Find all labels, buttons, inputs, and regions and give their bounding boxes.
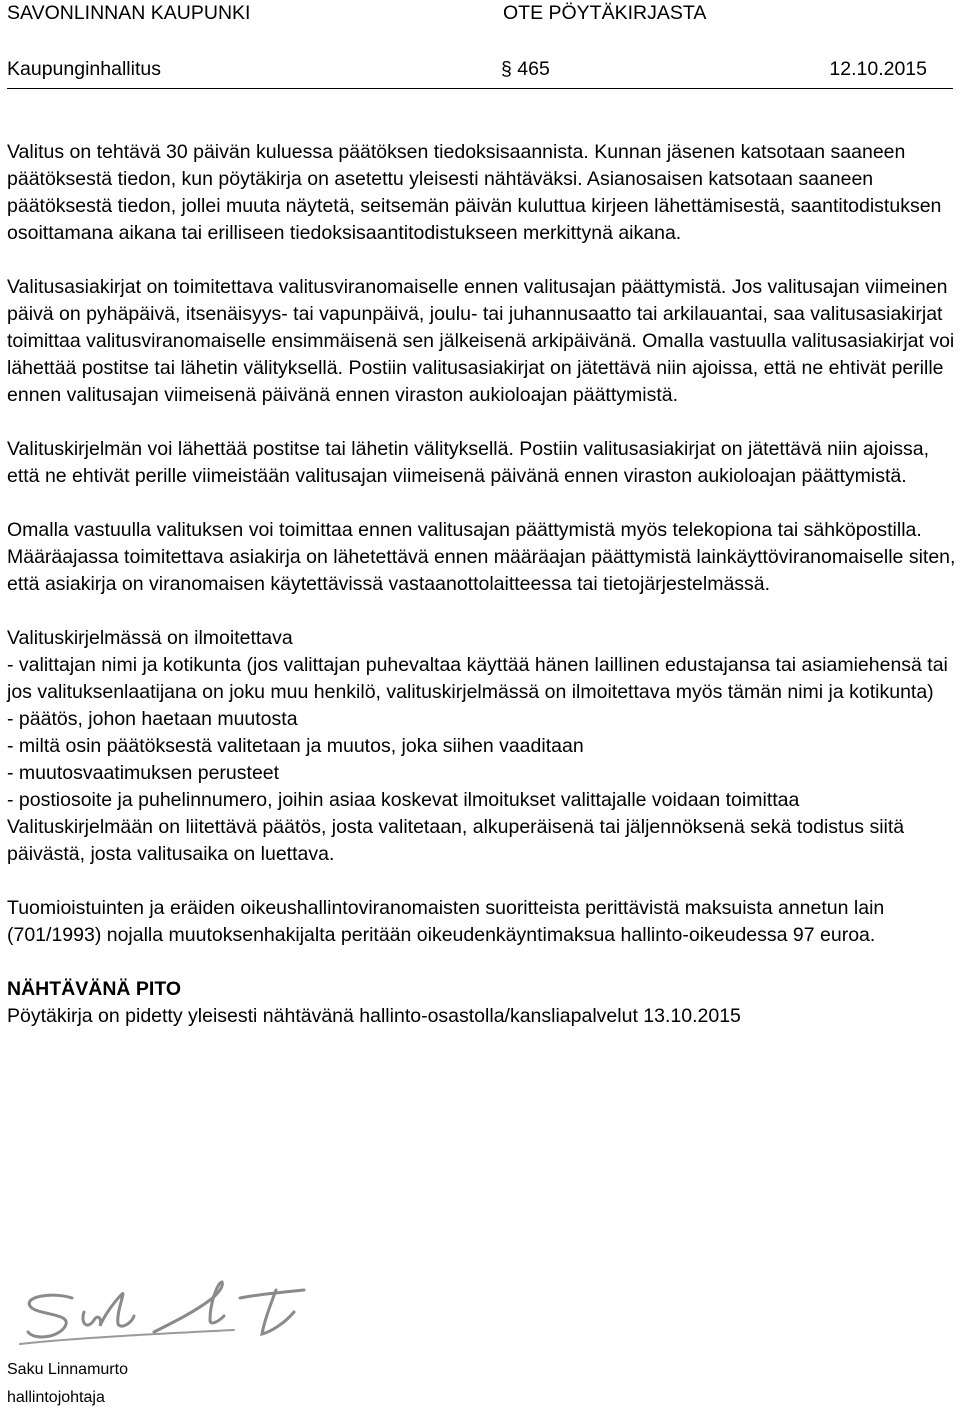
governing-body: Kaupunginhallitus [7,58,161,80]
document-type: OTE PÖYTÄKIRJASTA [503,2,707,24]
paragraph-submission: Valitusasiakirjat on toimitettava valitusviranomaiselle ennen valitusajan päättymistä. Jos valitusajan viimeinen päivä on pyhäpäivä, itsenäisyys- tai vapunpäivä, joulu- tai juhannusaatto tai arkilauantai, saa valitusasiakirjat toimittaa valitusviranomaiselle ensimmäisenä sen jälkeisenä arkipäivänä. Omalla vastuulla valitusasiakirjat voi lähettää postitse tai lähetin välityksellä. Postiin valitusasiakirjat on jätettävä niin ajoissa, että ne ehtivät perille ennen valitusajan viimeisenä päivänä ennen viraston aukioloajan päättymistä. [7,276,955,406]
document-page [7,0,960,1027]
meeting-date: 12.10.2015 [829,58,927,80]
requirement-item: - miltä osin päätöksestä valitetaan ja muutos, joka siihen vaaditaan [7,735,584,757]
header-divider [7,88,953,89]
paragraph-electronic: Omalla vastuulla valituksen voi toimittaa ennen valitusajan päättymistä myös telekopiona tai sähköpostilla. Määräajassa toimitettava asiakirja on lähetettävä ennen määräajan päättymistä lainkäyttöviranomaiselle siten, että asiakirja on viranomaisen käytettävissä vastaanottolaitteessa tai tietojärjestelmässä. [7,519,956,595]
paragraph-postal: Valituskirjelmän voi lähettää postitse tai lähetin välityksellä. Postiin valitusasiakirjat on jätettävä niin ajoissa, että ne ehtivät perille viimeistään valitusajan viimeisenä päivänä ennen viraston aukioloajan päättymistä. [7,438,930,487]
attachment-note: Valituskirjelmään on liitettävä päätös, josta valitetaan, alkuperäisenä tai jäljennöksenä sekä todistus siitä päivästä, josta valitusaika on luettava. [7,816,905,865]
requirement-item: - postiosoite ja puhelinnumero, joihin asiaa koskevat ilmoitukset valittajalle voidaan toimittaa [7,789,800,811]
paragraph-appeal-period: Valitus on tehtävä 30 päivän kuluessa päätöksen tiedoksisaannista. Kunnan jäsenen katsotaan saaneen päätöksestä tiedon, kun pöytäkirja on asetettu yleisesti nähtäväksi. Asianosaisen katsotaan saaneen päätöksestä tiedon, jollei muuta näytetä, seitsemän päivän kuluttua kirjeen lähettämisestä, saantitodistuksen osoittamana aikana tai erilliseen tiedoksisaantitodistukseen merkittynä aikana. [7,141,942,244]
display-section [7,976,960,1030]
display-text: Pöytäkirja on pidetty yleisesti nähtävänä hallinto-osastolla/kansliapalvelut 13.10.2015 [7,1005,741,1027]
display-heading: NÄHTÄVÄNÄ PITO [7,978,182,1000]
requirements-heading: Valituskirjelmässä on ilmoitettava [7,627,293,649]
document-body [7,139,960,1030]
paragraph-fee: Tuomioistuinten ja eräiden oikeushallintoviranomaisten suoritteista perittävistä maksuista annetun lain (701/1993) nojalla muutoksenhakijalta peritään oikeudenkäyntimaksua hallinto-oikeudessa 97 euroa. [7,897,885,946]
document-header [7,0,960,28]
organization-name: SAVONLINNAN KAUPUNKI [7,2,251,24]
requirement-item: - muutosvaatimuksen perusteet [7,762,280,784]
section-symbol: § [501,58,512,80]
requirement-item: - päätös, johon haetaan muutosta [7,708,298,730]
signer-title: hallintojohtaja [7,1389,105,1406]
signer-block [7,1356,128,1412]
meeting-info-row [7,56,953,83]
requirements-section [7,625,960,868]
section-number: 465 [517,58,550,80]
signature-icon [14,1272,314,1354]
signer-name: Saku Linnamurto [7,1361,128,1378]
section-reference [501,56,550,83]
requirement-item: - valittajan nimi ja kotikunta (jos valittajan puhevaltaa käyttää hänen laillinen edustajansa tai asiamiehensä tai jos valituksenlaatijana on joku muu henkilö, valituskirjelmässä on ilmoitettava myös tämän nimi ja kotikunta) [7,654,948,703]
